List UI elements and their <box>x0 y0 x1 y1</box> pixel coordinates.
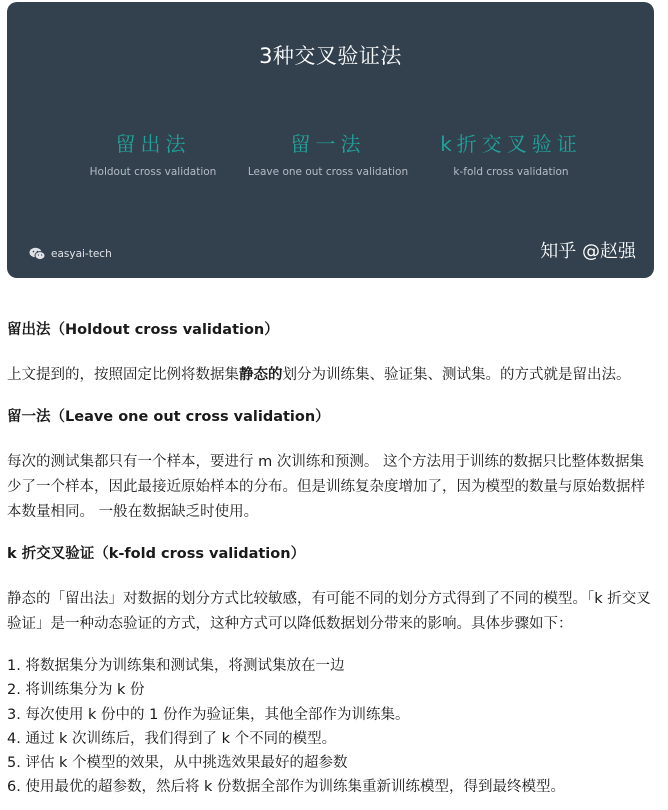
wechat-id: easyai-tech <box>51 248 112 260</box>
leave-one-out-paragraph: 每次的测试集都只有一个样本，要进行 m 次训练和预测。 这个方法用于训练的数据只比整体数据集少了一个样本，因此最接近原始样本的分布。但是训练复杂度增加了，因为模型的数量与原始数据样本数量相同。 一般在数据缺乏时使用。 <box>7 454 645 520</box>
banner-image <box>7 2 654 278</box>
section-heading-holdout: 留出法（Holdout cross validation） <box>7 322 279 338</box>
holdout-emphasis: 静态的 <box>239 367 283 383</box>
holdout-paragraph <box>7 363 657 388</box>
method-english-name: Leave one out cross validation <box>247 166 409 178</box>
list-item: 2. 将训练集分为 k 份 <box>7 682 145 699</box>
holdout-text: 上文提到的，按照固定比例将数据集 <box>7 367 239 383</box>
k-fold-steps-list <box>7 654 657 800</box>
banner-title: 3种交叉验证法 <box>259 44 402 68</box>
zhihu-watermark: 知乎 @赵强 <box>540 241 636 262</box>
method-name: k折交叉验证 <box>440 132 582 156</box>
method-name: 留出法 <box>115 132 191 156</box>
wechat-icon <box>29 247 46 261</box>
section-heading-leave-one-out: 留一法（Leave one out cross validation） <box>7 409 330 425</box>
wechat-account <box>29 247 112 261</box>
method-name: 留一法 <box>290 132 366 156</box>
method-k-fold <box>401 128 621 178</box>
article-body <box>7 318 657 800</box>
list-item: 3. 每次使用 k 份中的 1 份作为验证集，其他全部作为训练集。 <box>7 706 410 723</box>
list-item: 5. 评估 k 个模型的效果，从中挑选效果最好的超参数 <box>7 755 348 772</box>
list-item: 6. 使用最优的超参数，然后将 k 份数据全部作为训练集重新训练模型，得到最终模型。 <box>7 779 566 796</box>
section-heading-k-fold: k 折交叉验证（k-fold cross validation） <box>7 546 306 562</box>
method-english-name: k-fold cross validation <box>453 166 569 178</box>
list-item: 1. 将数据集分为训练集和测试集，将测试集放在一边 <box>7 658 345 674</box>
k-fold-paragraph: 静态的「留出法」对数据的划分方式比较敏感，有可能不同的划分方式得到了不同的模型。「k 折交叉验证」是一种动态验证的方式，这种方式可以降低数据划分带来的影响。具体步骤如下： <box>7 591 651 632</box>
holdout-text: 划分为训练集、验证集、测试集。的方式就是留出法。 <box>282 367 631 383</box>
list-item: 4. 通过 k 次训练后，我们得到了 k 个不同的模型。 <box>7 730 337 747</box>
method-english-name: Holdout cross validation <box>89 166 217 178</box>
